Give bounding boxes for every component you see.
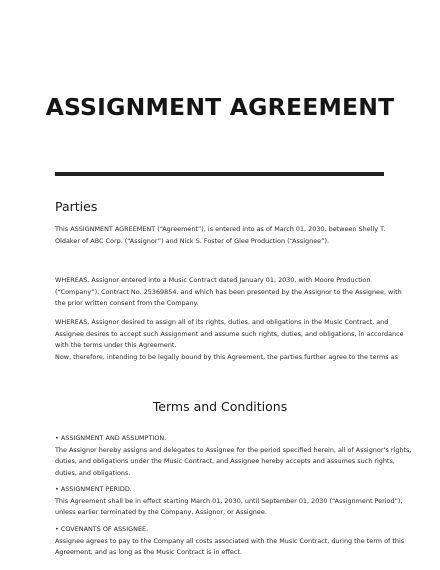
paragraph-line: This Agreement shall be in effect starting March 01, 2030, until September 01, 2030 (“Assignment Period”), xyxy=(55,496,403,505)
paragraph-line: Oldaker of ABC Corp. (“Assignor”) and Nick S. Foster of Glee Production (“Assignee”). xyxy=(55,236,330,245)
whereas-paragraph-2 xyxy=(55,317,404,363)
section-heading-line: • COVENANTS OF ASSIGNEE. xyxy=(55,525,149,533)
paragraph-line: the prior written consent from the Company. xyxy=(55,299,199,308)
section-heading-line: • ASSIGNMENT PERIDD. xyxy=(55,485,132,493)
paragraph-line: Assignee agrees to pay to the Company all costs associated with the Music Contract, during the term of this xyxy=(55,536,405,545)
paragraph-line: (“Company”), Contract No. 25369854, and which has been presented by the Assignor to the Assignee, with xyxy=(55,287,402,296)
terms-section-assignment xyxy=(55,433,412,479)
paragraph-line: WHEREAS, Assignor entered into a Music Contract dated January 01, 2030, with Moore Production xyxy=(55,276,371,284)
paragraph-line: This ASSIGNMENT AGREEMENT (“Agreement”), is entered into as of March 01, 2030, between Shelly T. xyxy=(55,225,386,233)
paragraph-line: The Assignor hereby assigns and delegates to Assignee for the period specified herein, all of Assignor’s rights, xyxy=(55,445,412,454)
terms-section-covenants xyxy=(55,524,405,559)
parties-heading: Parties xyxy=(55,199,98,214)
whereas-paragraph-1 xyxy=(55,275,402,310)
title-divider xyxy=(55,172,384,176)
paragraph-line: Agreement, and as long as the Music Contract is in effect. xyxy=(55,548,242,557)
paragraph-line: with the terms under this Agreement. xyxy=(55,341,177,350)
paragraph-line: WHEREAS, Assignor desired to assign all of its rights, duties, and obligations in the Music Contract, and xyxy=(55,318,389,326)
terms-heading: Terms and Conditions xyxy=(152,399,288,414)
paragraph-line: Assignee desires to accept such Assignment and assume such rights, duties, and obligations, in accordance xyxy=(55,329,404,338)
terms-section-period xyxy=(55,484,403,519)
paragraph-line: unless earlier terminated by the Company, Assignor, or Assignee. xyxy=(55,508,267,517)
paragraph-line: duties, and obligations under the Music Contract, and Assignee hereby accepts and assumes such rights, xyxy=(55,457,395,466)
paragraph-line: duties, and obligations. xyxy=(55,468,131,477)
section-heading-line: • ASSIGNMENT AND ASSUMPTION. xyxy=(55,434,167,442)
paragraph-line: Now, therefore, intending to be legally bound by this Agreement, the parties further agree to the terms as xyxy=(55,352,398,361)
document-title: ASSIGNMENT AGREEMENT xyxy=(45,93,395,121)
parties-intro-paragraph xyxy=(55,224,387,247)
